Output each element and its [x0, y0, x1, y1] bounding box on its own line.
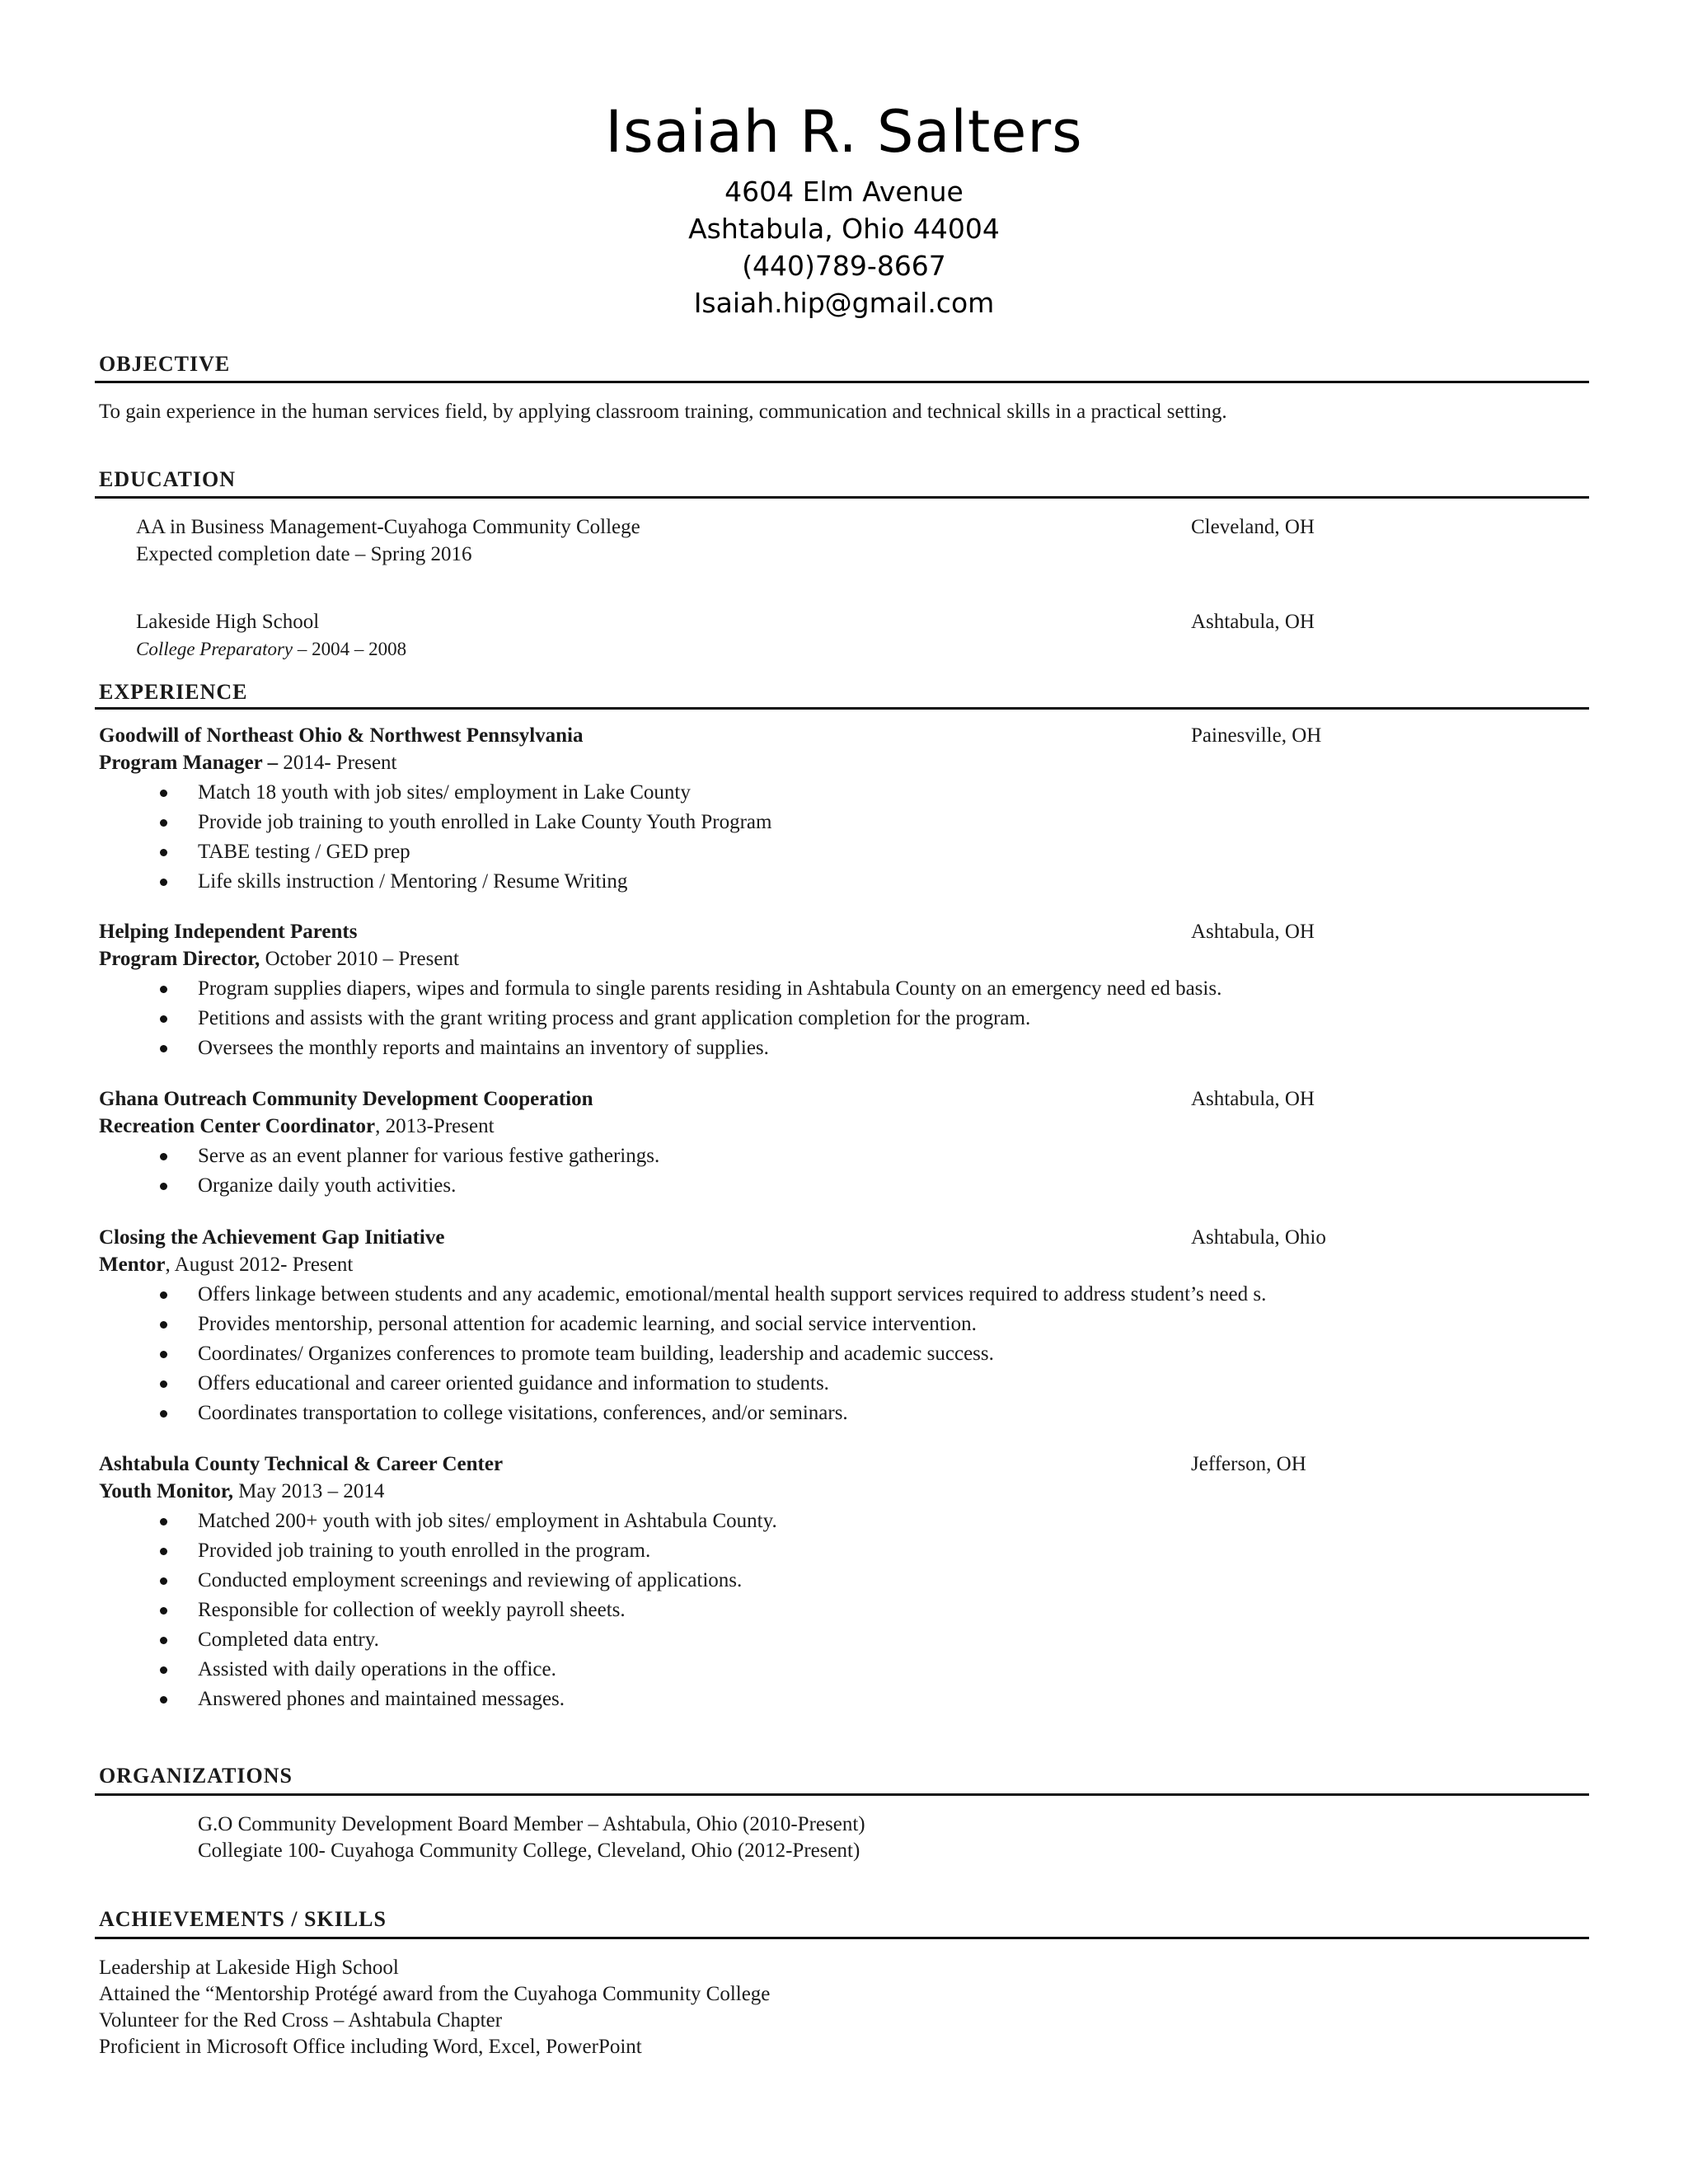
- list-item: Oversees the monthly reports and maintains an inventory of supplies.: [0, 1033, 1221, 1063]
- job-dates: , 2013-Present: [375, 1115, 495, 1137]
- list-item: Responsible for collection of weekly payroll sheets.: [0, 1596, 777, 1625]
- job-location: Ashtabula, OH: [1191, 921, 1315, 943]
- job-role: [99, 750, 397, 776]
- list-item: Life skills instruction / Mentoring / Resume Writing: [0, 867, 771, 897]
- city-line: Ashtabula, Ohio 44004: [688, 213, 1000, 245]
- job-title: Program Manager –: [99, 752, 279, 774]
- education-location: Ashtabula, OH: [1191, 611, 1315, 633]
- address-line: 4604 Elm Avenue: [724, 176, 964, 208]
- job-dates: May 2013 – 2014: [233, 1480, 385, 1502]
- list-item: Matched 200+ youth with job sites/ employment in Ashtabula County.: [0, 1507, 777, 1536]
- education-heading: EDUCATION: [99, 467, 236, 491]
- list-item: Offers linkage between students and any academic, emotional/mental health support services required to address student’s need s.: [0, 1280, 1266, 1310]
- resume-header: [0, 91, 1688, 321]
- organizations-heading: ORGANIZATIONS: [99, 1764, 293, 1788]
- education-completion: Expected completion date – Spring 2016: [136, 543, 472, 565]
- job-title: Recreation Center Coordinator: [99, 1115, 376, 1137]
- program-name: College Preparatory: [136, 639, 293, 659]
- job-location: Ashtabula, Ohio: [1191, 1226, 1326, 1249]
- achievement-item: Proficient in Microsoft Office including Word, Excel, PowerPoint: [99, 2036, 642, 2058]
- job-title: Mentor: [99, 1254, 166, 1276]
- list-item: Completed data entry.: [0, 1625, 777, 1655]
- applicant-name: Isaiah R. Salters: [605, 98, 1083, 166]
- section-divider: [95, 1793, 1589, 1796]
- achievement-item: Attained the “Mentorship Protégé award from the Cuyahoga Community College: [99, 1983, 771, 2005]
- list-item: Coordinates transportation to college visitations, conferences, and/or seminars.: [0, 1399, 1266, 1428]
- organization-item: Collegiate 100- Cuyahoga Community College, Cleveland, Ohio (2012-Present): [198, 1840, 860, 1862]
- job-dates: 2014- Present: [278, 752, 397, 774]
- section-divider: [95, 1937, 1589, 1939]
- job-role: [99, 1252, 353, 1278]
- job-organization: Goodwill of Northeast Ohio & Northwest Pennsylvania: [99, 724, 584, 747]
- achievements-heading: ACHIEVEMENTS / SKILLS: [99, 1907, 387, 1931]
- list-item: Offers educational and career oriented guidance and information to students.: [0, 1369, 1266, 1399]
- list-item: Organize daily youth activities.: [0, 1171, 659, 1201]
- objective-text: To gain experience in the human services field, by applying classroom training, communication and technical skills in a practical setting.: [99, 401, 1227, 423]
- list-item: Match 18 youth with job sites/ employment in Lake County: [0, 778, 771, 808]
- job-location: Jefferson, OH: [1191, 1453, 1306, 1475]
- achievement-item: Volunteer for the Red Cross – Ashtabula Chapter: [99, 2009, 503, 2032]
- program-years: – 2004 – 2008: [293, 639, 407, 659]
- job-location: Painesville, OH: [1191, 724, 1322, 747]
- job-location: Ashtabula, OH: [1191, 1088, 1315, 1110]
- job-duties: [0, 974, 1221, 1063]
- email-line: Isaiah.hip@gmail.com: [693, 287, 995, 319]
- list-item: TABE testing / GED prep: [0, 837, 771, 867]
- section-divider: [95, 381, 1589, 383]
- section-divider: [95, 496, 1589, 499]
- job-duties: [0, 778, 771, 897]
- job-duties: [0, 1280, 1266, 1428]
- education-program: [136, 636, 406, 663]
- objective-heading: OBJECTIVE: [99, 352, 231, 376]
- job-title: Program Director,: [99, 948, 260, 970]
- list-item: Coordinates/ Organizes conferences to promote team building, leadership and academic success.: [0, 1339, 1266, 1369]
- job-dates: October 2010 – Present: [260, 948, 459, 970]
- section-divider: [95, 707, 1589, 710]
- job-organization: Ashtabula County Technical & Career Center: [99, 1453, 504, 1475]
- job-dates: , August 2012- Present: [165, 1254, 354, 1276]
- job-title: Youth Monitor,: [99, 1480, 233, 1502]
- list-item: Provided job training to youth enrolled in the program.: [0, 1536, 777, 1566]
- achievement-item: Leadership at Lakeside High School: [99, 1957, 399, 1979]
- list-item: Assisted with daily operations in the office.: [0, 1655, 777, 1685]
- list-item: Petitions and assists with the grant writing process and grant application completion for the program.: [0, 1004, 1221, 1033]
- job-duties: [0, 1507, 777, 1714]
- job-organization: Helping Independent Parents: [99, 921, 358, 943]
- phone-line: (440)789-8667: [742, 250, 946, 282]
- education-location: Cleveland, OH: [1191, 516, 1315, 538]
- job-role: [99, 1113, 495, 1140]
- list-item: Serve as an event planner for various festive gatherings.: [0, 1141, 659, 1171]
- job-organization: Closing the Achievement Gap Initiative: [99, 1226, 445, 1249]
- job-duties: [0, 1141, 659, 1201]
- list-item: Conducted employment screenings and reviewing of applications.: [0, 1566, 777, 1596]
- education-degree: AA in Business Management-Cuyahoga Community College: [136, 516, 640, 538]
- education-school: Lakeside High School: [136, 611, 320, 633]
- job-organization: Ghana Outreach Community Development Cooperation: [99, 1088, 593, 1110]
- job-role: [99, 1479, 384, 1505]
- job-role: [99, 946, 459, 972]
- list-item: Answered phones and maintained messages.: [0, 1685, 777, 1714]
- list-item: Provide job training to youth enrolled in Lake County Youth Program: [0, 808, 771, 837]
- list-item: Program supplies diapers, wipes and formula to single parents residing in Ashtabula County on an emergency need ed basis.: [0, 974, 1221, 1004]
- experience-heading: EXPERIENCE: [99, 680, 248, 704]
- organization-item: G.O Community Development Board Member – Ashtabula, Ohio (2010-Present): [198, 1813, 865, 1835]
- list-item: Provides mentorship, personal attention for academic learning, and social service intervention.: [0, 1310, 1266, 1339]
